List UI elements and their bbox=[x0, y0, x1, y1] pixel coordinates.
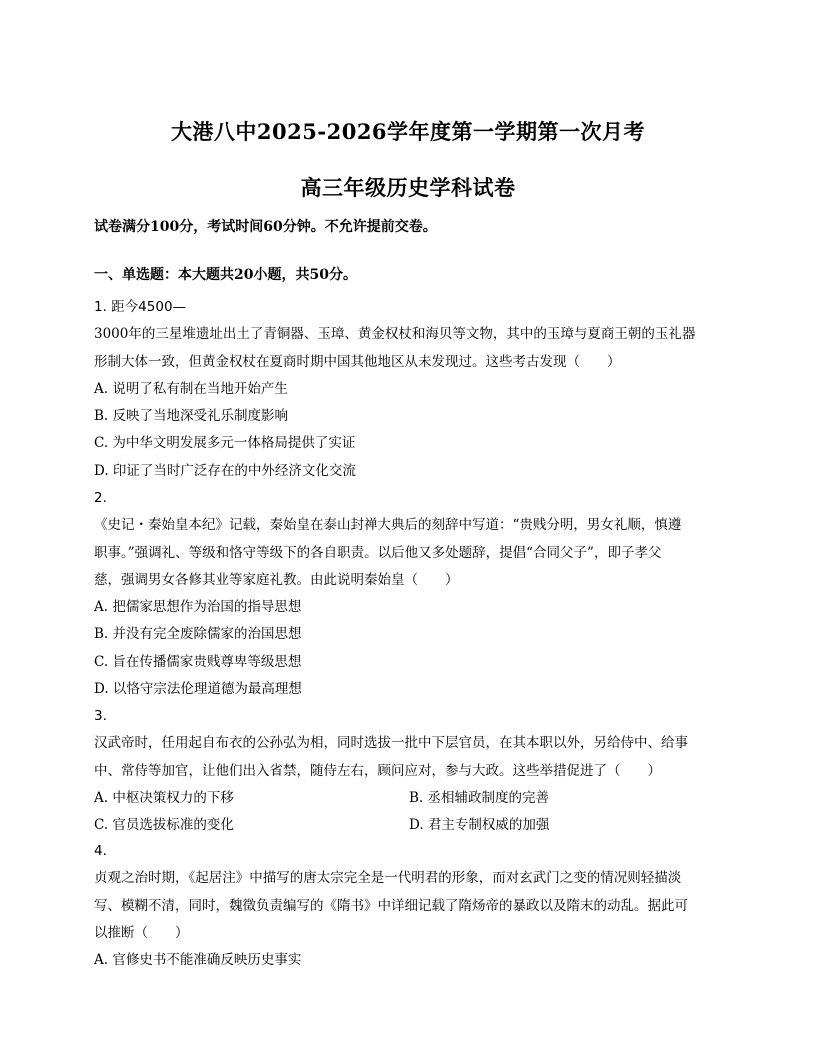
exam-title: 大港八中2025-2026学年度第一学期第一次月考 bbox=[170, 119, 646, 144]
option-b[interactable]: B. 并没有完全废除儒家的治国思想 bbox=[94, 626, 302, 643]
option-b[interactable]: B. 丞相辅政制度的完善 bbox=[409, 789, 550, 806]
question-text-line: 慈，强调男女各修其业等家庭礼教。由此说明秦始皇（ ） bbox=[94, 571, 459, 588]
question-3 bbox=[94, 703, 724, 839]
exam-subtitle: 高三年级历史学科试卷 bbox=[300, 175, 516, 200]
exam-note: 试卷满分100分，考试时间60分钟。不允许提前交卷。 bbox=[94, 219, 437, 235]
option-a[interactable]: A. 说明了私有制在当地开始产生 bbox=[94, 380, 288, 397]
question-number: 1. 距今4500— bbox=[94, 299, 187, 315]
options-row bbox=[94, 785, 724, 812]
option-a[interactable]: A. 把儒家思想作为治国的指导思想 bbox=[94, 599, 302, 616]
option-d[interactable]: D. 印证了当时广泛存在的中外经济文化交流 bbox=[94, 462, 356, 479]
option-c[interactable]: C. 旨在传播儒家贵贱尊卑等级思想 bbox=[94, 653, 302, 670]
question-text-line: 形制大体一致，但黄金权杖在夏商时期中国其他地区从未发现过。这些考古发现（ ） bbox=[94, 353, 621, 370]
question-4 bbox=[94, 838, 724, 974]
section-heading: 一、单选题：本大题共20小题，共50分。 bbox=[94, 267, 357, 283]
question-text-line: 写、模糊不清，同时，魏徵负责编写的《隋书》中详细记载了隋炀帝的暴政以及隋末的动乱。据此可 bbox=[94, 897, 688, 914]
option-a[interactable]: A. 官修史书不能准确反映历史事实 bbox=[94, 952, 302, 969]
question-text-line: 职事。”强调礼、等级和恪守等级下的各自职责。以后他又多处题辞，提倡“合同父子”，即子孝父 bbox=[94, 544, 662, 561]
options-row bbox=[94, 812, 724, 839]
option-c[interactable]: C. 官员选拔标准的变化 bbox=[94, 817, 234, 834]
option-d[interactable]: D. 以恪守宗法伦理道德为最高理想 bbox=[94, 681, 302, 698]
option-a[interactable]: A. 中枢决策权力的下移 bbox=[94, 789, 234, 806]
question-text-line: 3000年的三星堆遗址出土了青铜器、玉璋、黄金权杖和海贝等文物，其中的玉璋与夏商王朝的玉礼器 bbox=[94, 326, 696, 343]
question-2 bbox=[94, 485, 724, 703]
question-text-line: 以推断（ ） bbox=[94, 924, 189, 941]
question-text-line: 《史记・秦始皇本纪》记载，秦始皇在泰山封禅大典后的刻辞中写道：“贵贱分明，男女礼顺，慎遵 bbox=[94, 517, 682, 534]
option-c[interactable]: C. 为中华文明发展多元一体格局提供了实证 bbox=[94, 435, 356, 452]
question-number: 4. bbox=[94, 843, 107, 859]
question-number: 3. bbox=[94, 708, 107, 724]
option-d[interactable]: D. 君主专制权威的加强 bbox=[409, 817, 550, 834]
question-text-line: 中、常侍等加官，让他们出入省禁，随侍左右，顾问应对，参与大政。这些举措促进了（ ） bbox=[94, 762, 661, 779]
question-1 bbox=[94, 294, 724, 485]
option-b[interactable]: B. 反映了当地深受礼乐制度影响 bbox=[94, 408, 289, 425]
question-text-line: 汉武帝时，任用起自布衣的公孙弘为相，同时选拔一批中下层官员，在其本职以外，另给侍中、给事 bbox=[94, 735, 688, 752]
question-text-line: 贞观之治时期，《起居注》中描写的唐太宗完全是一代明君的形象，而对玄武门之变的情况则轻描淡 bbox=[94, 870, 682, 887]
question-number: 2. bbox=[94, 490, 107, 506]
